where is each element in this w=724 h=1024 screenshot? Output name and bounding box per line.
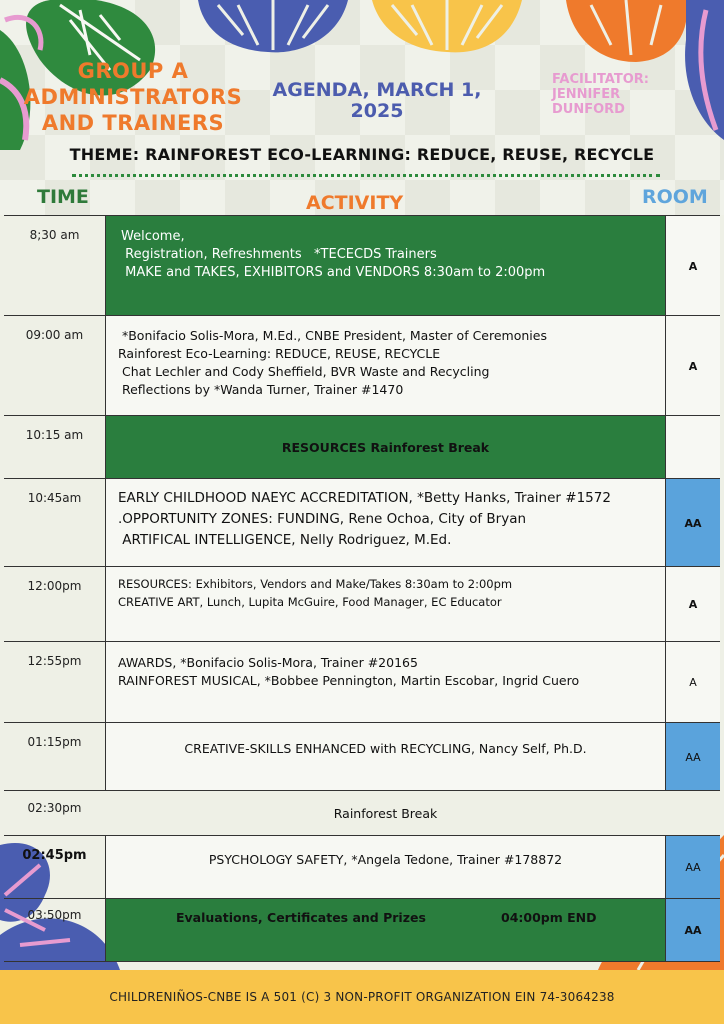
activity-line: Registration, Refreshments *TECECDS Trainers: [121, 247, 437, 262]
orange-leaf-icon: [566, 0, 724, 140]
row-activity: [105, 316, 666, 416]
row-time: 01:15pm: [27, 735, 82, 749]
agenda-table: [4, 215, 720, 962]
row-room: A: [666, 567, 720, 642]
activity-line: Welcome,: [121, 229, 185, 244]
row-room: AA: [666, 836, 720, 899]
yellow-leaf-icon: [372, 0, 522, 55]
blue-leaf-icon: [198, 0, 348, 55]
activity-line: RESOURCES Rainforest Break: [281, 439, 490, 455]
row-room: [666, 416, 720, 479]
row-activity: [105, 479, 666, 567]
activity-line: CREATIVE ART, Lunch, Lupita McGuire, Food Manager, EC Educator: [118, 595, 502, 609]
agenda-row: [4, 641, 720, 723]
activity-line: RESOURCES: Exhibitors, Vendors and Make/Takes 8:30am to 2:00pm: [118, 577, 513, 591]
agenda-row: [4, 722, 720, 791]
row-activity: [105, 723, 666, 791]
dotted-divider: [72, 174, 660, 177]
activity-line: RAINFOREST MUSICAL, *Bobbee Pennington, Martin Escobar, Ingrid Cuero: [118, 673, 580, 688]
row-time: 12:55pm: [27, 654, 82, 668]
agenda-title: AGENDA, MARCH 1, 2025: [272, 79, 482, 122]
column-header-room: ROOM: [642, 186, 708, 208]
row-room: AA: [666, 899, 720, 961]
agenda-row: [4, 478, 720, 567]
row-room: AA: [666, 723, 720, 791]
row-activity: [105, 567, 666, 642]
activity-line: Rainforest Eco-Learning: REDUCE, REUSE, RECYCLE: [118, 346, 441, 361]
activity-line: Reflections by *Wanda Turner, Trainer #1470: [118, 382, 404, 397]
agenda-row: [4, 790, 720, 836]
row-time: 09:00 am: [25, 328, 84, 342]
activity-line: MAKE and TAKES, EXHIBITORS and VENDORS 8:30am to 2:00pm: [121, 265, 546, 280]
row-time: 12:00pm: [27, 579, 82, 593]
row-time: 10:45am: [27, 491, 82, 505]
row-activity: [105, 791, 666, 836]
agenda-row: [4, 315, 720, 416]
row-room: AA: [666, 479, 720, 567]
row-time: 02:45pm: [22, 848, 87, 863]
row-room: A: [666, 216, 720, 316]
row-time: 03:50pm: [27, 908, 82, 922]
row-time: 10:15 am: [25, 428, 84, 442]
agenda-row: [4, 566, 720, 642]
activity-line: 04:00pm END: [501, 910, 597, 925]
facilitator-label: FACILITATOR: JENNIFER DUNFORD: [552, 72, 649, 117]
row-activity: [105, 216, 666, 316]
row-room: A: [666, 642, 720, 723]
activity-line: PSYCHOLOGY SAFETY, *Angela Tedone, Trainer #178872: [208, 852, 563, 867]
row-time: 02:30pm: [27, 801, 82, 815]
agenda-row: [4, 898, 720, 962]
activity-line: Evaluations, Certificates and Prizes: [176, 910, 426, 925]
activity-line: ARTIFICAL INTELLIGENCE, Nelly Rodriguez, M.Ed.: [118, 532, 452, 548]
activity-line: *Bonifacio Solis-Mora, M.Ed., CNBE President, Master of Ceremonies: [118, 328, 547, 343]
agenda-row: [4, 415, 720, 479]
activity-line: AWARDS, *Bonifacio Solis-Mora, Trainer #20165: [118, 655, 418, 670]
column-header-time: TIME: [37, 186, 89, 208]
activity-line: Rainforest Break: [333, 805, 438, 821]
activity-line: Chat Lechler and Cody Sheffield, BVR Waste and Recycling: [118, 364, 490, 379]
activity-line: EARLY CHILDHOOD NAEYC ACCREDITATION, *Betty Hanks, Trainer #1572: [118, 490, 611, 506]
row-time: 8;30 am: [29, 228, 80, 242]
row-activity: [105, 899, 666, 961]
activity-line: .OPPORTUNITY ZONES: FUNDING, Rene Ochoa, City of Bryan: [118, 511, 527, 527]
theme-heading: THEME: RAINFOREST ECO-LEARNING: REDUCE, REUSE, RECYCLE: [69, 145, 655, 164]
activity-line: CREATIVE-SKILLS ENHANCED with RECYCLING, Nancy Self, Ph.D.: [184, 741, 587, 756]
footer-banner: CHILDRENIÑOS-CNBE IS A 501 (C) 3 NON-PROFIT ORGANIZATION EIN 74-3064238: [0, 970, 724, 1024]
row-activity: [105, 416, 666, 479]
row-room: [666, 791, 720, 836]
row-activity: [105, 642, 666, 723]
column-header-activity: ACTIVITY: [306, 192, 404, 214]
agenda-row: [4, 215, 720, 316]
row-room: A: [666, 316, 720, 416]
row-activity: [105, 836, 666, 899]
agenda-row: [4, 835, 720, 899]
group-title: GROUP A ADMINISTRATORS AND TRAINERS: [23, 59, 243, 135]
